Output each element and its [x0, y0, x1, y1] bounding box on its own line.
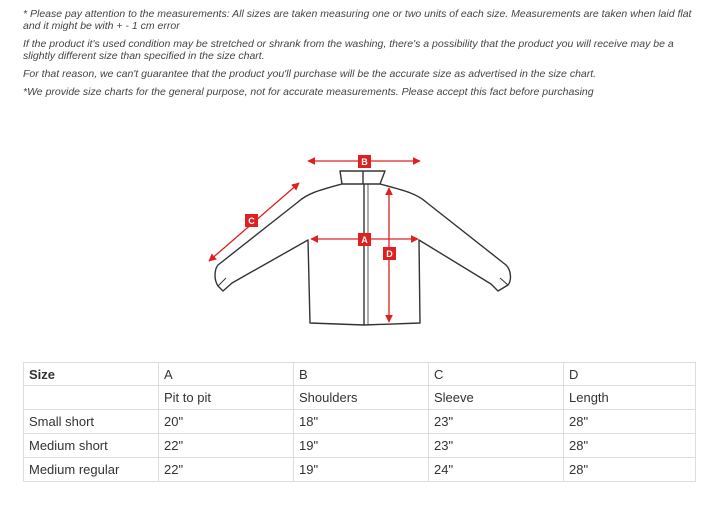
label-d: D: [386, 249, 393, 259]
size-notes: [23, 8, 703, 104]
note-general-purpose: *We provide size charts for the general purpose, not for accurate measurements. Please accept this fact before purchasing: [23, 86, 594, 98]
subheader-c: Sleeve: [429, 386, 564, 410]
header-b: B: [294, 363, 429, 386]
note-measurements: * Please pay attention to the measurements: All sizes are taken measuring one or two units of each size. Measurements are taken when laid flat and it might be with + - 1 cm error: [23, 8, 692, 32]
label-c: C: [248, 216, 255, 226]
header-c: C: [429, 363, 564, 386]
jacket-outline: [215, 171, 510, 325]
row-b: 19": [294, 458, 429, 482]
table-row: [24, 458, 696, 482]
row-a: 22": [159, 458, 294, 482]
jacket-measurement-diagram: [180, 140, 540, 340]
header-d: D: [564, 363, 696, 386]
header-size: Size: [24, 363, 159, 386]
row-size: Small short: [24, 410, 159, 434]
row-size: Medium short: [24, 434, 159, 458]
table-subheader-row: [24, 386, 696, 410]
row-d: 28": [564, 410, 696, 434]
subheader-size: [24, 386, 159, 410]
label-a: A: [361, 235, 368, 245]
subheader-d: Length: [564, 386, 696, 410]
table-row: [24, 434, 696, 458]
subheader-b: Shoulders: [294, 386, 429, 410]
label-b: B: [361, 157, 368, 167]
table-header-row: [24, 363, 696, 386]
row-a: 20": [159, 410, 294, 434]
row-d: 28": [564, 458, 696, 482]
row-size: Medium regular: [24, 458, 159, 482]
row-b: 18": [294, 410, 429, 434]
row-c: 23": [429, 434, 564, 458]
row-c: 24": [429, 458, 564, 482]
note-condition: If the product it's used condition may be stretched or shrank from the washing, there's a possibility that the product you will receive may be a slightly different size than specified in the size chart.: [23, 38, 674, 62]
row-d: 28": [564, 434, 696, 458]
note-guarantee: For that reason, we can't guarantee that the product you'll purchase will be the accurate size as advertised in the size chart.: [23, 68, 597, 80]
row-a: 22": [159, 434, 294, 458]
header-a: A: [159, 363, 294, 386]
table-row: [24, 410, 696, 434]
row-b: 19": [294, 434, 429, 458]
size-chart-table: [23, 362, 696, 482]
row-c: 23": [429, 410, 564, 434]
subheader-a: Pit to pit: [159, 386, 294, 410]
